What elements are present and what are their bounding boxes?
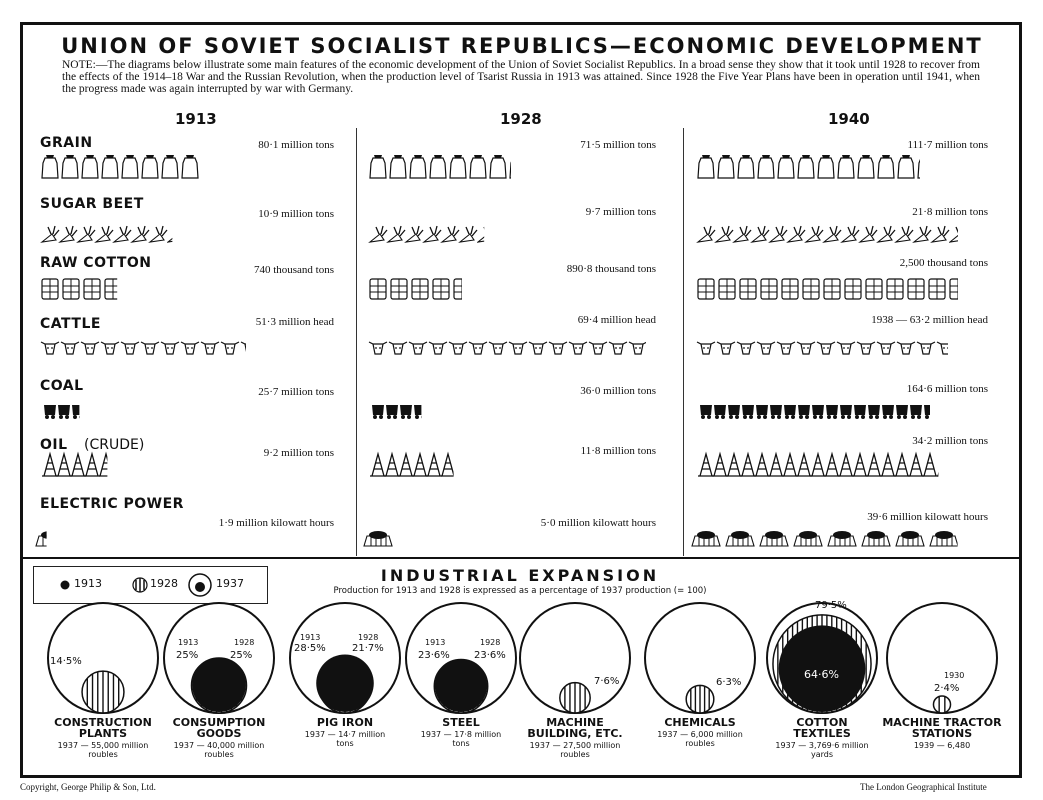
industry-base-value: 1937 — 14·7 million [304,730,386,739]
industry-name: CONSTRUCTION [54,716,152,729]
industry-base-value: 1937 — 17·8 million [420,730,502,739]
value-label-4-1928: 69·4 million head [577,314,656,326]
percentage-label: 1928 [480,638,501,647]
row-label-qualifier: (CRUDE) [84,437,145,453]
value-label-5-1940: 164·6 million tons [906,383,988,395]
industry-name: CHEMICALS [664,716,736,729]
industry-base-value: 1937 — 55,000 million [57,741,149,750]
percentage-label: 14·5% [50,656,82,667]
value-label-7-1928: 5·0 million kilowatt hours [540,517,656,529]
percentage-label: 1913 [425,638,446,647]
industry-name: MACHINE TRACTOR [882,716,1002,729]
percentage-label: 25% [230,650,253,661]
industry-base-value: 1937 — 6,000 million [657,730,743,739]
row-label-7: ELECTRIC POWER [40,496,184,512]
percentage-label: 23·6% [474,650,506,661]
percentage-label: 6·3% [716,677,742,688]
row-label-6: OIL [40,437,68,453]
row-label-1: GRAIN [40,135,93,151]
bubble-1913-4 [435,660,487,712]
percentage-label: 1930 [944,671,965,680]
percentage-label: 28·5% [294,643,326,654]
year-heading-1940: 1940 [828,110,870,128]
industry-base-value: 1937 — 3,769·6 million [775,741,869,750]
industry-name: TEXTILES [793,727,851,740]
value-label-4-1913: 51·3 million head [255,316,334,328]
percentage-label: 23·6% [418,650,450,661]
industry-name: CONSUMPTION [172,716,266,729]
industrial-expansion-title: INDUSTRIAL EXPANSION [380,566,660,585]
industry-base-value: tons [336,739,354,748]
percentage-label: 1928 [358,633,379,642]
value-label-4-1940: 1938 — 63·2 million head [871,314,988,326]
value-label-1-1913: 80·1 million tons [258,139,334,151]
percentage-label: 21·7% [352,643,384,654]
page-title: UNION OF SOVIET SOCIALIST REPUBLICS—ECONOMIC DEVELOPMENT [61,34,983,58]
year-heading-1928: 1928 [500,110,542,128]
value-label-6-1928: 11·8 million tons [580,445,656,457]
industrial-expansion-subtitle: Production for 1913 and 1928 is expressed as a percentage of 1937 production (= 100) [333,586,707,596]
percentage-label: 7·6% [594,676,620,687]
industry-base-value: roubles [685,739,715,748]
publisher-note: The London Geographical Institute [860,782,987,792]
value-label-7-1940: 39·6 million kilowatt hours [867,511,988,523]
value-label-5-1913: 25·7 million tons [258,386,334,398]
value-label-1-1940: 111·7 million tons [907,139,988,151]
industry-name: BUILDING, ETC. [527,727,623,740]
value-label-3-1940: 2,500 thousand tons [899,257,988,269]
industry-name: STATIONS [911,727,973,740]
industry-name: MACHINE [546,716,604,729]
bubble-1913-3 [316,654,374,712]
bubble-1913-2 [192,658,246,712]
percentage-label: 1928 [234,638,255,647]
industry-name: GOODS [196,727,242,740]
value-label-3-1913: 740 thousand tons [253,264,334,276]
row-label-2: SUGAR BEET [40,196,144,212]
industry-base-value: tons [452,739,470,748]
percentage-label: 1913 [178,638,199,647]
industry-base-value: 1937 — 40,000 million [173,741,265,750]
value-label-2-1913: 10·9 million tons [258,208,334,220]
value-label-6-1940: 34·2 million tons [912,435,988,447]
legend-label-1913: 1913 [74,577,102,590]
year-heading-1913: 1913 [175,110,217,128]
industry-name: STEEL [442,716,480,729]
percentage-label: 25% [176,650,199,661]
bubble-1928-8 [933,696,950,713]
value-label-3-1928: 890·8 thousand tons [566,263,656,275]
industry-base-value: yards [810,750,834,759]
legend-label-1937: 1937 [216,577,244,590]
industry-name: COTTON [796,716,848,729]
value-label-5-1928: 36·0 million tons [580,385,656,397]
value-label-2-1928: 9·7 million tons [585,206,656,218]
percentage-label: 1913 [300,633,321,642]
industry-base-value: roubles [88,750,118,759]
industry-name: PLANTS [78,727,128,740]
percentage-label: 79·5% [815,600,847,611]
row-label-4: CATTLE [40,316,101,332]
row-label-3: RAW COTTON [40,255,152,271]
industry-base-value: 1937 — 27,500 million [529,741,621,750]
value-label-7-1913: 1·9 million kilowatt hours [218,517,334,529]
industry-base-value: roubles [560,750,590,759]
value-label-6-1913: 9·2 million tons [263,447,334,459]
industry-name: PIG IRON [316,716,374,729]
percentage-label: 64·6% [804,668,839,681]
intro-note: NOTE:—The diagrams below illustrate some main features of the economic development of the Union of Soviet Socialist Republics. In a broad sense they show that it took until 1928 to recover from the effects of the 1914–18 War and the Russian Revolution, when the production level of Tsarist Russia in 1913 was attained. Since 1928 the Five Year Plans have been in operation until 1941, when the progress made was again interrupted by war with Germany. [62,59,980,95]
legend-label-1928: 1928 [150,577,178,590]
percentage-label: 2·4% [934,683,960,694]
value-label-1-1928: 71·5 million tons [580,139,656,151]
value-label-2-1940: 21·8 million tons [912,206,988,218]
copyright-note: Copyright, George Philip & Son, Ltd. [20,782,156,792]
row-label-5: COAL [40,378,84,394]
industry-base-value: 1939 — 6,480 [913,741,971,750]
industry-base-value: roubles [204,750,234,759]
